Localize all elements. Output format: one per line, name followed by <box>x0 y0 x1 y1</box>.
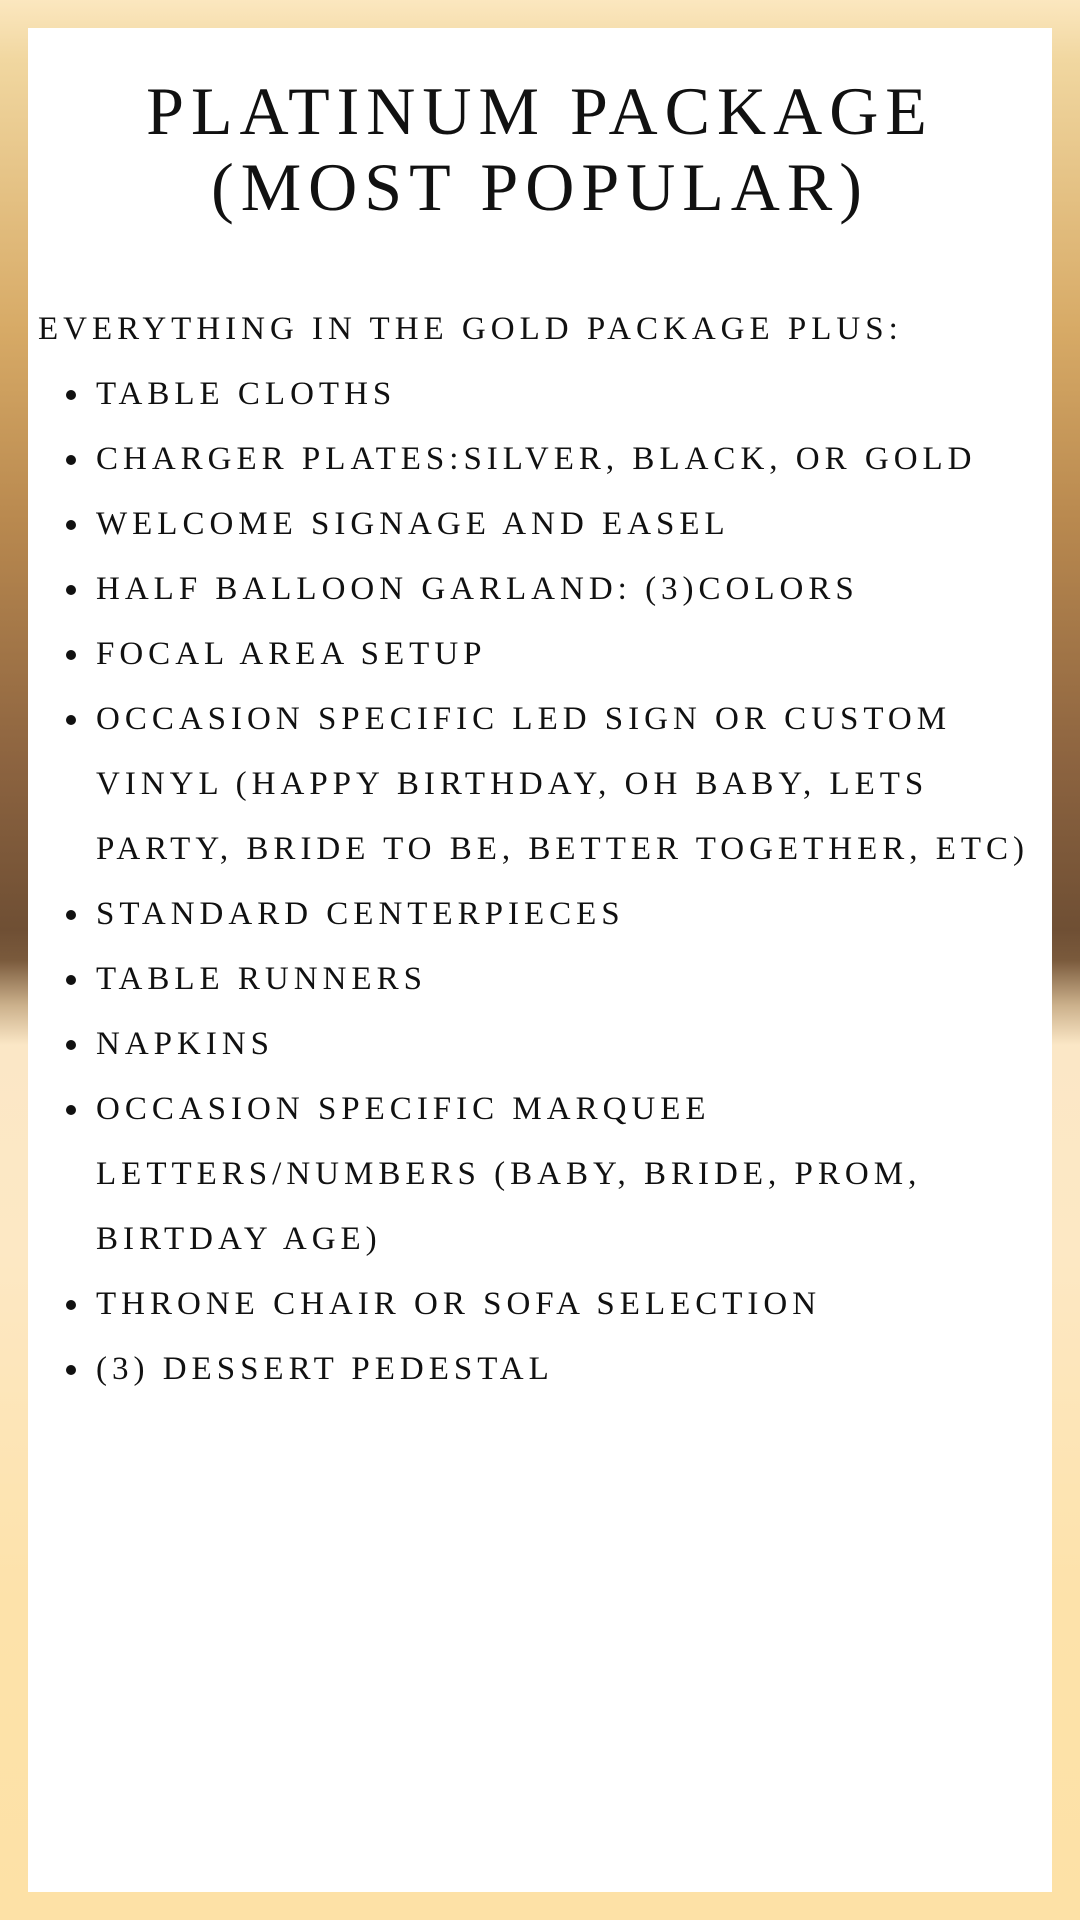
feature-list <box>28 362 1052 1402</box>
bullet-icon <box>66 1105 76 1115</box>
list-item <box>28 882 1052 947</box>
list-item-label: WELCOME SIGNAGE AND EASEL <box>96 506 730 542</box>
bullet-icon <box>66 975 76 985</box>
list-item <box>28 362 1052 427</box>
list-item <box>28 557 1052 622</box>
bullet-icon <box>66 390 76 400</box>
bullet-icon <box>66 1300 76 1310</box>
list-item <box>28 492 1052 557</box>
list-item <box>28 947 1052 1012</box>
bullet-icon <box>66 1040 76 1050</box>
list-item-label: NAPKINS <box>96 1026 275 1062</box>
intro-text: EVERYTHING IN THE GOLD PACKAGE PLUS: <box>38 311 903 347</box>
bullet-icon <box>66 715 76 725</box>
list-item <box>28 1272 1052 1337</box>
bullet-icon <box>66 455 76 465</box>
list-item <box>28 1012 1052 1077</box>
list-item-label: STANDARD CENTERPIECES <box>96 896 625 932</box>
list-item <box>28 622 1052 687</box>
bullet-icon <box>66 910 76 920</box>
title-line-1: PLATINUM PACKAGE <box>146 73 934 149</box>
list-item-label: OCCASION SPECIFIC LED SIGN OR CUSTOM VINYL (HAPPY BIRTHDAY, OH BABY, LETS PARTY, BRIDE TO BE, BETTER TOGETHER, ETC) <box>96 701 1030 867</box>
list-item-label: CHARGER PLATES:SILVER, BLACK, OR GOLD <box>96 441 977 477</box>
title-line-2: (MOST POPULAR) <box>211 149 869 225</box>
list-item <box>28 1337 1052 1402</box>
list-item-label: TABLE RUNNERS <box>96 961 427 997</box>
page-title <box>28 28 1052 225</box>
bullet-icon <box>66 650 76 660</box>
list-item <box>28 1077 1052 1272</box>
list-item-label: (3) DESSERT PEDESTAL <box>96 1351 554 1387</box>
list-item <box>28 687 1052 882</box>
list-item-label: OCCASION SPECIFIC MARQUEE LETTERS/NUMBERS (BABY, BRIDE, PROM, BIRTDAY AGE) <box>96 1091 922 1257</box>
bullet-icon <box>66 585 76 595</box>
package-card <box>28 28 1052 1892</box>
bullet-icon <box>66 1365 76 1375</box>
list-item-label: TABLE CLOTHS <box>96 376 397 412</box>
list-item-label: THRONE CHAIR OR SOFA SELECTION <box>96 1286 822 1322</box>
list-item <box>28 427 1052 492</box>
bullet-icon <box>66 520 76 530</box>
list-item-label: FOCAL AREA SETUP <box>96 636 487 672</box>
list-item-label: HALF BALLOON GARLAND: (3)COLORS <box>96 571 859 607</box>
